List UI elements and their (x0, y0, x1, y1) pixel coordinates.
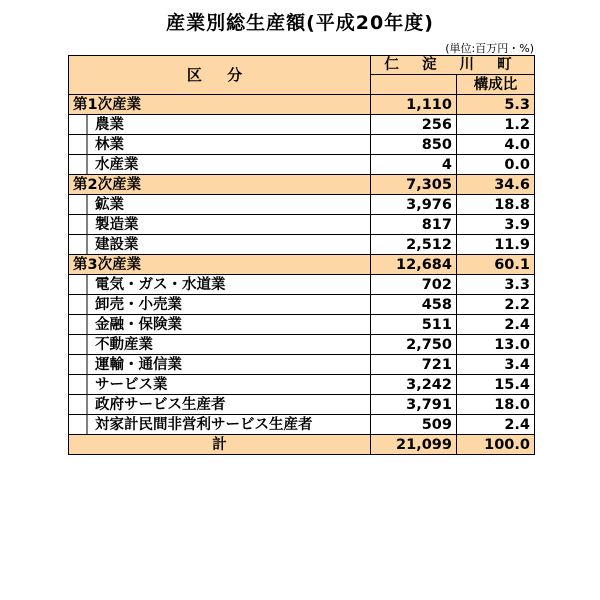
production-value: 256 (371, 115, 457, 135)
industry-name (69, 335, 371, 355)
industry-name-text: 対家計民間非営利サービス生産者 (95, 416, 313, 433)
industry-name-text: 農業 (95, 116, 124, 133)
industry-name-text: 鉱業 (95, 196, 124, 213)
table-row (69, 235, 535, 255)
production-value: 721 (371, 355, 457, 375)
industry-name-text: 林業 (95, 136, 124, 153)
production-value: 458 (371, 295, 457, 315)
production-value: 509 (371, 415, 457, 435)
composition-ratio: 34.6 (457, 175, 535, 195)
industry-name (69, 355, 371, 375)
industry-name (69, 155, 371, 175)
production-value: 1,110 (371, 95, 457, 115)
category-row (69, 175, 535, 195)
industry-name-text: 製造業 (95, 216, 139, 233)
category-row (69, 255, 535, 275)
header-value-blank (371, 75, 457, 95)
production-value: 817 (371, 215, 457, 235)
table-row (69, 395, 535, 415)
industry-name (69, 275, 371, 295)
table-row (69, 335, 535, 355)
industry-name (69, 135, 371, 155)
production-value: 3,791 (371, 395, 457, 415)
composition-ratio: 18.8 (457, 195, 535, 215)
header-ratio: 構成比 (457, 75, 535, 95)
industry-name (69, 115, 371, 135)
composition-ratio: 18.0 (457, 395, 535, 415)
production-value: 12,684 (371, 255, 457, 275)
composition-ratio: 4.0 (457, 135, 535, 155)
industry-name-text: 不動産業 (95, 336, 153, 353)
production-value: 2,512 (371, 235, 457, 255)
composition-ratio: 11.9 (457, 235, 535, 255)
composition-ratio: 13.0 (457, 335, 535, 355)
table-row (69, 415, 535, 435)
production-value: 4 (371, 155, 457, 175)
production-value: 2,750 (371, 335, 457, 355)
composition-ratio: 1.2 (457, 115, 535, 135)
composition-ratio: 2.4 (457, 415, 535, 435)
production-value: 511 (371, 315, 457, 335)
production-value: 850 (371, 135, 457, 155)
industry-name-text: 運輸・通信業 (95, 356, 182, 373)
industry-name-text: 建設業 (95, 236, 139, 253)
table-row (69, 215, 535, 235)
total-ratio: 100.0 (457, 435, 535, 455)
industry-name (69, 235, 371, 255)
header-area: 区 分 (69, 56, 371, 95)
composition-ratio: 5.3 (457, 95, 535, 115)
production-value: 3,976 (371, 195, 457, 215)
production-table (68, 55, 535, 455)
composition-ratio: 0.0 (457, 155, 535, 175)
production-value: 7,305 (371, 175, 457, 195)
industry-name: 第3次産業 (69, 255, 371, 275)
industry-name (69, 215, 371, 235)
table-row (69, 115, 535, 135)
table-row (69, 315, 535, 335)
table-row (69, 155, 535, 175)
industry-name-text: 金融・保険業 (95, 316, 182, 333)
table-row (69, 275, 535, 295)
table-row (69, 375, 535, 395)
total-value: 21,099 (371, 435, 457, 455)
table-row (69, 355, 535, 375)
composition-ratio: 3.3 (457, 275, 535, 295)
industry-name-text: 政府サービス生産者 (95, 396, 226, 413)
table-row (69, 295, 535, 315)
industry-name (69, 315, 371, 335)
production-value: 702 (371, 275, 457, 295)
composition-ratio: 60.1 (457, 255, 535, 275)
composition-ratio: 2.4 (457, 315, 535, 335)
composition-ratio: 2.2 (457, 295, 535, 315)
unit-note: (単位:百万円・%) (445, 42, 534, 55)
industry-name (69, 195, 371, 215)
table-row (69, 195, 535, 215)
industry-name (69, 295, 371, 315)
page-title: 産業別総生産額(平成20年度) (166, 12, 434, 34)
composition-ratio: 3.9 (457, 215, 535, 235)
industry-name-text: 電気・ガス・水道業 (95, 276, 226, 293)
category-row (69, 95, 535, 115)
header-town: 仁 淀 川 町 (371, 56, 535, 75)
composition-ratio: 3.4 (457, 355, 535, 375)
table-row (69, 135, 535, 155)
industry-name: 第1次産業 (69, 95, 371, 115)
total-row (69, 435, 535, 455)
industry-name (69, 415, 371, 435)
composition-ratio: 15.4 (457, 375, 535, 395)
industry-name: 第2次産業 (69, 175, 371, 195)
industry-name (69, 375, 371, 395)
total-label: 計 (69, 435, 371, 455)
industry-name-text: 卸売・小売業 (95, 296, 182, 313)
industry-name-text: サービス業 (95, 376, 168, 393)
table-body (69, 95, 535, 435)
industry-name (69, 395, 371, 415)
production-value: 3,242 (371, 375, 457, 395)
industry-name-text: 水産業 (95, 156, 139, 173)
